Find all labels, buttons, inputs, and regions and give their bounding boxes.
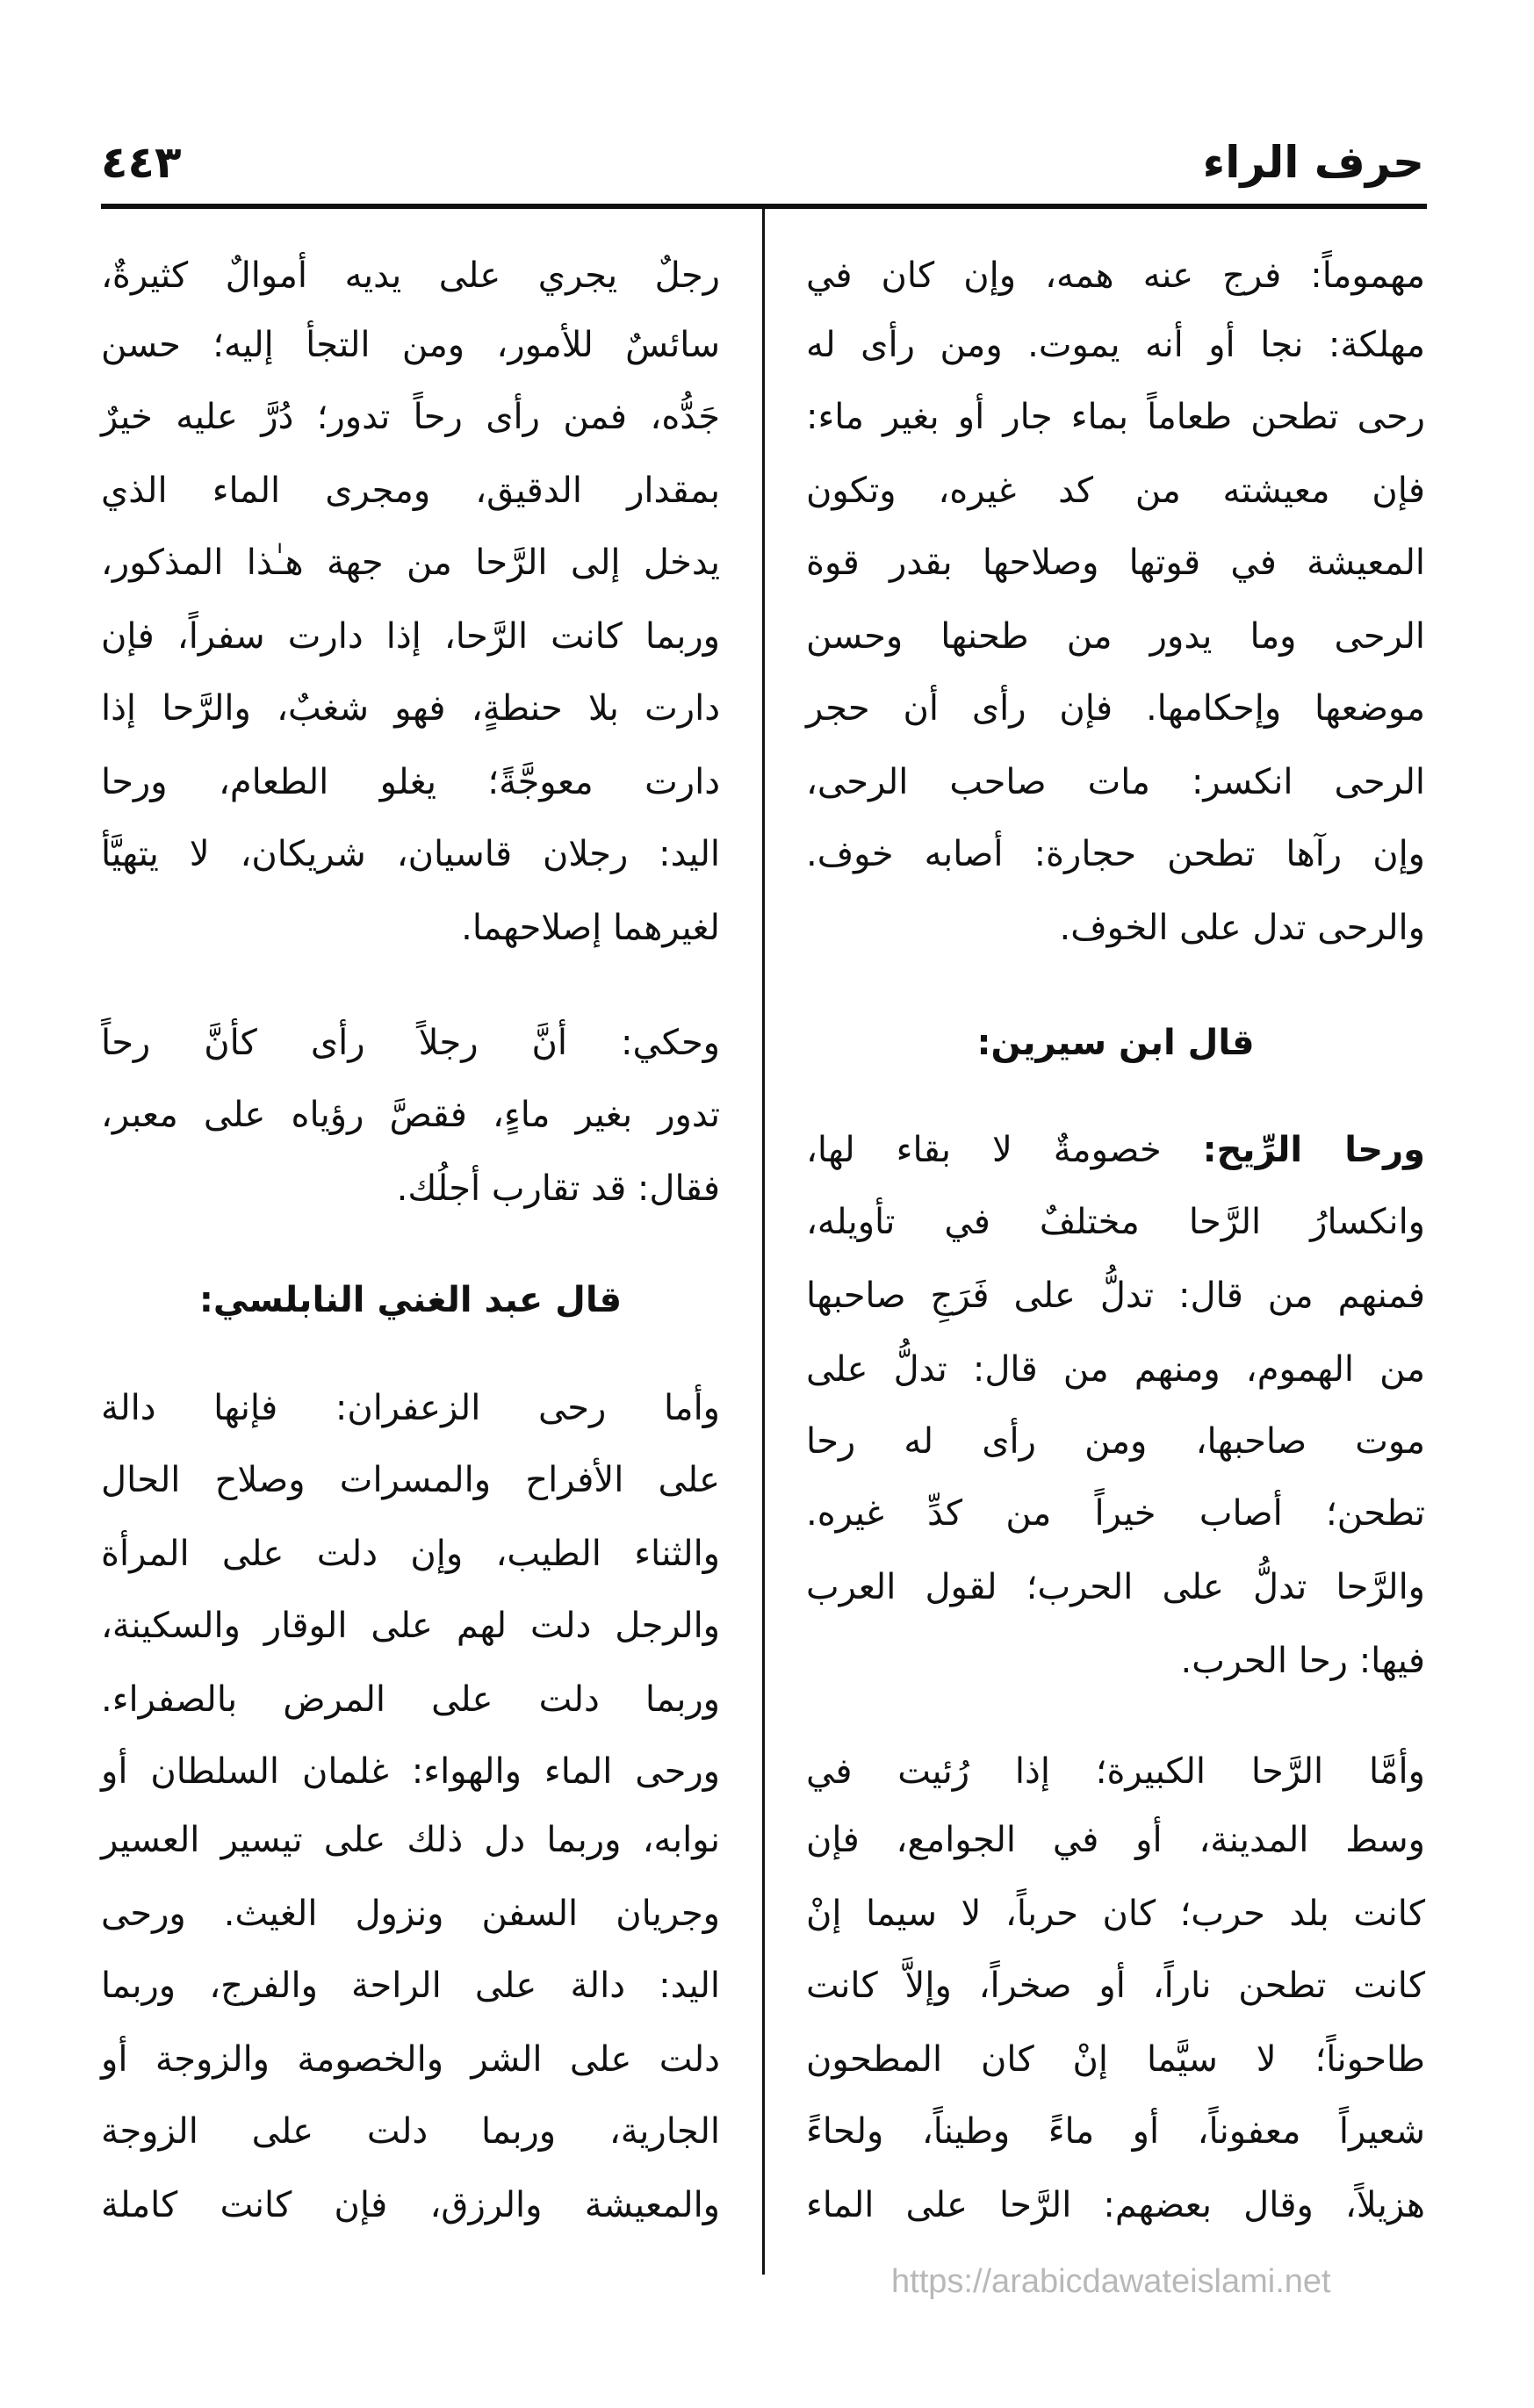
- running-title: حرف الراء: [1202, 137, 1424, 188]
- text-line: لغيرهما إصلاحهما.: [461, 907, 720, 948]
- text-line: والرحى تدل على الخوف.: [1059, 907, 1425, 948]
- text-line: وانكسارُ الرَّحا مختلفٌ في تأويله،: [806, 1202, 1425, 1243]
- section-heading: قال عبد الغني النابلسي:: [198, 1280, 623, 1321]
- text-line: دارت معوجَّةً؛ يغلو الطعام، ورحا: [101, 761, 720, 802]
- text-line: فإن معيشته من كد غيره، وتكون: [806, 471, 1425, 512]
- text-line: على الأفراح والمسرات وصلاح الحال: [101, 1459, 720, 1500]
- text-line: بمقدار الدقيق، ومجرى الماء الذي: [101, 471, 720, 512]
- text-line: الرحى انكسر: مات صاحب الرحى،: [806, 761, 1425, 802]
- left-column: [101, 0, 720, 2408]
- text-line: دارت بلا حنطةٍ، فهو شغبٌ، والرَّحا إذا: [101, 688, 720, 730]
- text-line: يدخل إلى الرَّحا من جهة هـٰذا المذكور،: [101, 543, 720, 584]
- text-line: والرَّحا تدلُّ على الحرب؛ لقول العرب: [806, 1567, 1425, 1608]
- watermark-url: https://arabicdawateislami.net: [891, 2263, 1331, 2300]
- text-line: سائسٌ للأمور، ومن التجأ إليه؛ حسن: [101, 325, 720, 366]
- text-line: مهموماً: فرج عنه همه، وإن كان في: [806, 255, 1425, 297]
- text-line: جَدُّه، فمن رأى رحاً تدور؛ دُرَّ عليه خيرٌ: [101, 397, 720, 438]
- text-line: طاحوناً؛ لا سيَّما إنْ كان المطحون: [806, 2039, 1425, 2081]
- text-line: موضعها وإحكامها. فإن رأى أن حجر: [806, 688, 1425, 730]
- text-line: ورحى الماء والهواء: غلمان السلطان أو: [101, 1750, 720, 1792]
- text-line: تدور بغير ماءٍ، فقصَّ رؤياه على معبر،: [101, 1095, 720, 1136]
- text-line: وربما دلت على المرض بالصفراء.: [101, 1678, 720, 1720]
- text-line: وحكي: أنَّ رجلاً رأى كأنَّ رحاً: [101, 1022, 720, 1063]
- section-heading: قال ابن سيرين:: [976, 1022, 1255, 1063]
- text-line: اليد: رجلان قاسيان، شريكان، لا يتهيَّأ: [101, 834, 720, 875]
- text-line: والثناء الطيب، وإن دلت على المرأة: [101, 1533, 720, 1574]
- text-line: من الهموم، ومنهم من قال: تدلُّ على: [806, 1349, 1425, 1391]
- text-line: المعيشة في قوتها وصلاحها بقدر قوة: [806, 543, 1425, 584]
- text-line: فمنهم من قال: تدلُّ على فَرَجِ صاحبها: [806, 1276, 1425, 1317]
- text-line: اليد: دالة على الراحة والفرج، وربما: [101, 1966, 720, 2007]
- column-divider: [762, 207, 765, 2275]
- line-text: خصومةٌ لا بقاء لها،: [806, 1130, 1203, 1171]
- text-line: الجارية، وربما دلت على الزوجة: [101, 2111, 720, 2153]
- text-line: والرجل دلت لهم على الوقار والسكينة،: [101, 1605, 720, 1646]
- text-line: والمعيشة والرزق، فإن كانت كاملة: [101, 2185, 720, 2226]
- text-line: هزيلاً، وقال بعضهم: الرَّحا على الماء: [806, 2185, 1425, 2226]
- text-line: تطحن؛ أصاب خيراً من كدِّ غيره.: [806, 1493, 1425, 1535]
- text-line: وجريان السفن ونزول الغيث. ورحى: [101, 1894, 720, 1935]
- text-line: فيها: رحا الحرب.: [1180, 1641, 1425, 1681]
- text-line: فقال: قد تقارب أجلُك.: [396, 1168, 720, 1209]
- text-line: وسط المدينة، أو في الجوامع، فإن: [806, 1820, 1425, 1861]
- text-line: وأما رحى الزعفران: فإنها دالة: [101, 1387, 720, 1428]
- text-line: كانت بلد حرب؛ كان حرباً، لا سيما إنْ: [806, 1894, 1425, 1935]
- text-line: رجلٌ يجري على يديه أموالٌ كثيرةٌ،: [101, 255, 720, 297]
- text-line: الرحى وما يدور من طحنها وحسن: [806, 616, 1425, 657]
- text-line: دلت على الشر والخصومة والزوجة أو: [101, 2039, 720, 2081]
- text-line: شعيراً معفوناً، أو ماءً وطيناً، ولحاءً: [806, 2111, 1425, 2153]
- bold-term: ورحا الرِّيح:: [1202, 1130, 1425, 1171]
- text-line: وربما كانت الرَّحا، إذا دارت سفراً، فإن: [101, 616, 720, 657]
- text-line: كانت تطحن ناراً، أو صخراً، وإلاَّ كانت: [806, 1966, 1425, 2007]
- page-number: ٤٤٣: [101, 137, 182, 188]
- text-line: رحى تطحن طعاماً بماء جار أو بغير ماء:: [806, 397, 1425, 438]
- text-line: [806, 1124, 1425, 1176]
- text-line: مهلكة: نجا أو أنه يموت. ومن رأى له: [806, 325, 1425, 366]
- text-line: موت صاحبها، ومن رأى له رحا: [806, 1421, 1425, 1463]
- text-line: وإن رآها تطحن حجارة: أصابه خوف.: [806, 834, 1425, 875]
- text-line: وأمَّا الرَّحا الكبيرة؛ إذا رُئيت في: [806, 1750, 1425, 1792]
- text-line: نوابه، وربما دل ذلك على تيسير العسير: [101, 1820, 720, 1861]
- right-column: [806, 0, 1425, 2408]
